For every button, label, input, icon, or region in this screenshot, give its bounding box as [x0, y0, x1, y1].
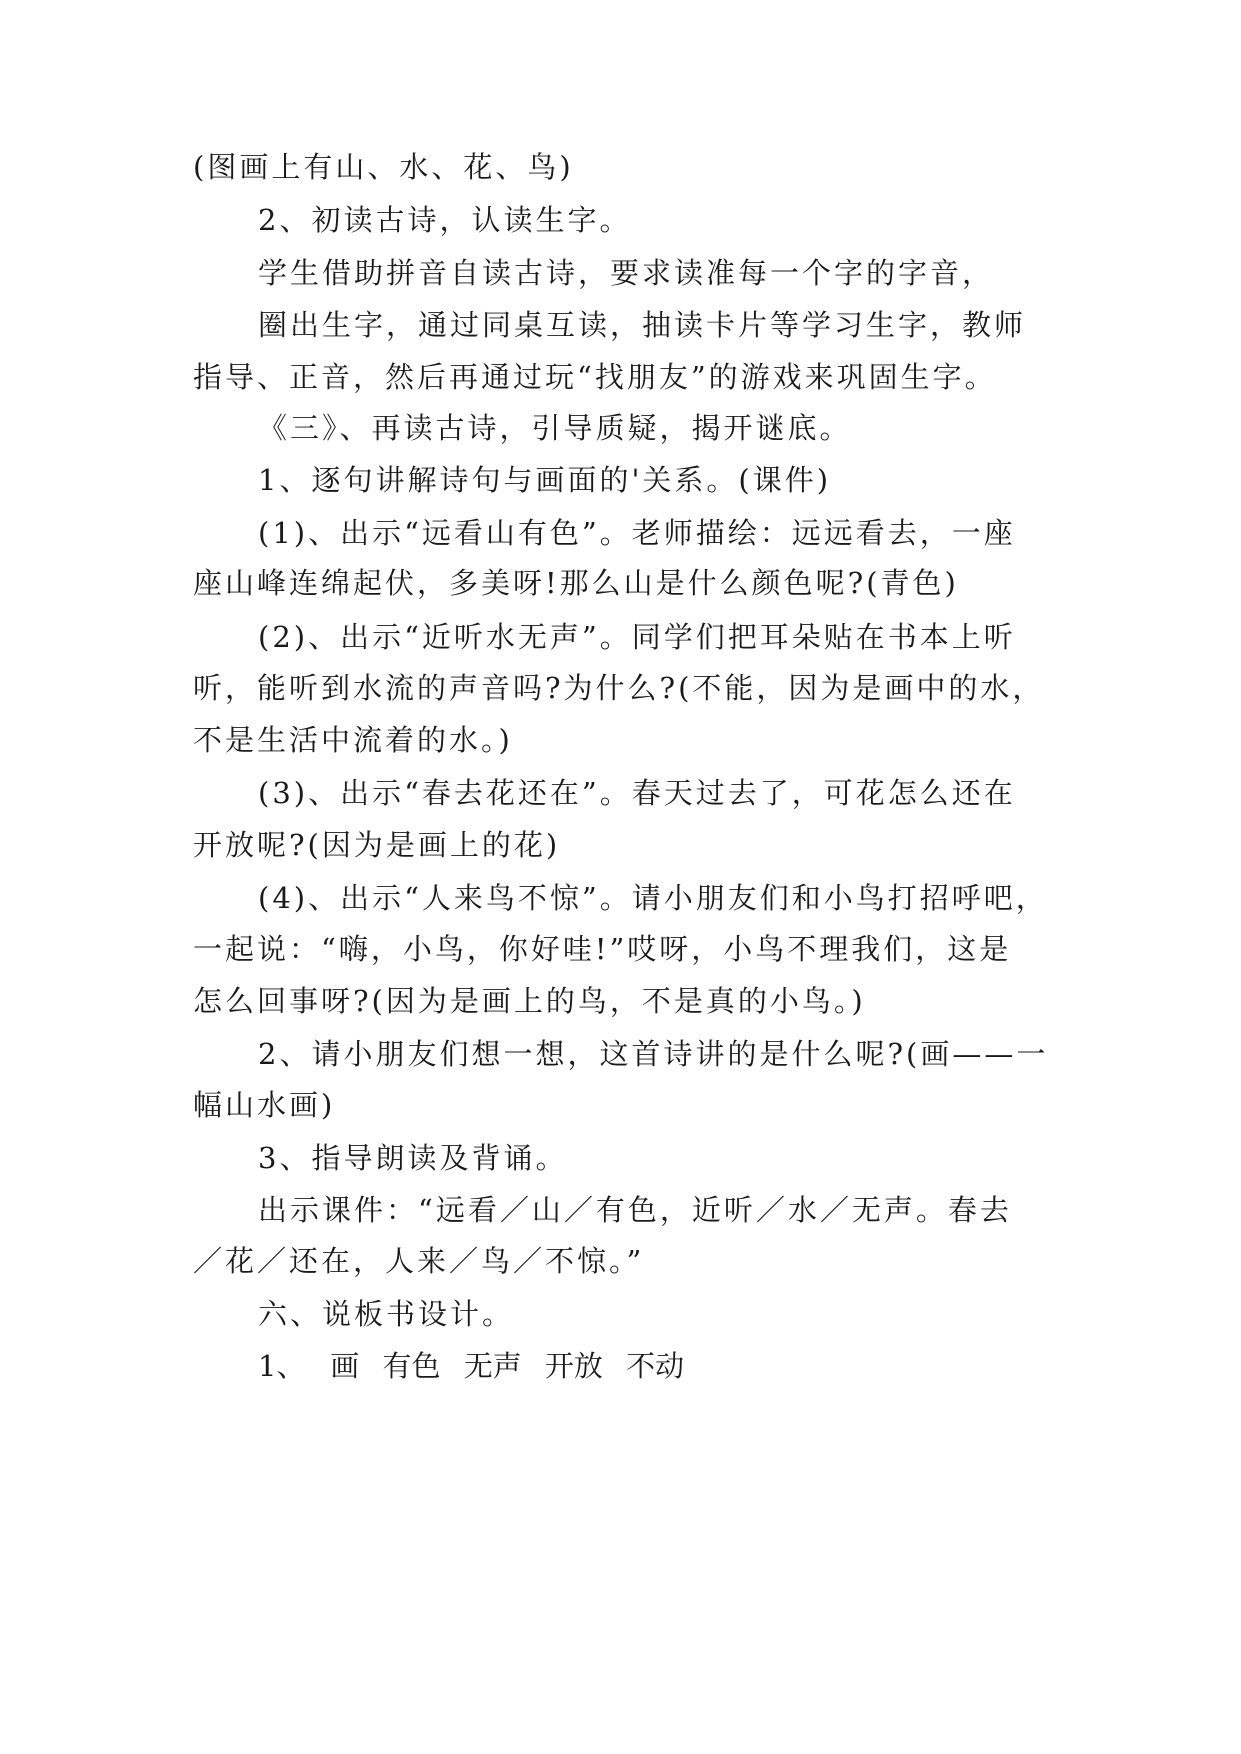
board-item: 画	[330, 1349, 360, 1383]
text-line-15: (4)、出示“人来鸟不惊”。请小朋友们和小鸟打招呼吧，	[258, 881, 1048, 915]
text-line-22: ／花／还在，人来／鸟／不惊。”	[193, 1244, 645, 1278]
text-line-7: 1、逐句讲解诗句与画面的'关系。(课件)	[258, 463, 832, 497]
text-line-2: 2、初读古诗，认读生字。	[258, 203, 632, 237]
text-line-14: 开放呢?(因为是画上的花)	[193, 828, 561, 862]
text-line-1: (图画上有山、水、花、鸟)	[193, 150, 574, 184]
board-number: 1、	[258, 1349, 306, 1383]
text-line-5: 指导、正音，然后再通过玩“找朋友”的游戏来巩固生字。	[193, 360, 997, 394]
text-line-11: 听，能听到水流的声音吗?为什么?(不能，因为是画中的水，	[193, 671, 1045, 705]
text-line-12: 不是生活中流着的水。)	[193, 723, 513, 757]
text-line-10: (2)、出示“近听水无声”。同学们把耳朵贴在书本上听	[258, 620, 1016, 654]
text-line-6: 《三》、再读古诗，引导质疑，揭开谜底。	[258, 411, 852, 445]
text-line-3: 学生借助拼音自读古诗，要求读准每一个字的字音，	[258, 256, 995, 290]
board-item: 不动	[626, 1349, 685, 1383]
text-line-18: 2、请小朋友们想一想，这首诗讲的是什么呢?(画——一	[258, 1037, 1049, 1071]
text-line-17: 怎么回事呀?(因为是画上的鸟，不是真的小鸟。)	[193, 984, 866, 1018]
board-item: 无声	[463, 1349, 522, 1383]
text-line-13: (3)、出示“春去花还在”。春天过去了，可花怎么还在	[258, 776, 1016, 810]
text-line-20: 3、指导朗读及背诵。	[258, 1141, 568, 1175]
text-line-4: 圈出生字，通过同桌互读，抽读卡片等学习生字，教师	[258, 308, 1027, 342]
text-line-23: 六、说板书设计。	[258, 1297, 515, 1331]
board-design-line	[258, 1346, 684, 1386]
text-line-16: 一起说：“嗨，小鸟，你好哇!”哎呀，小鸟不理我们，这是	[193, 932, 1012, 966]
text-line-21: 出示课件：“远看／山／有色，近听／水／无声。春去	[258, 1193, 1012, 1227]
text-line-9: 座山峰连绵起伏，多美呀!那么山是什么颜色呢?(青色)	[193, 566, 959, 600]
board-item: 有色	[382, 1349, 441, 1383]
board-item: 开放	[544, 1349, 603, 1383]
text-line-8: (1)、出示“远看山有色”。老师描绘：远远看去，一座	[258, 516, 1016, 550]
text-line-19: 幅山水画)	[193, 1088, 336, 1122]
